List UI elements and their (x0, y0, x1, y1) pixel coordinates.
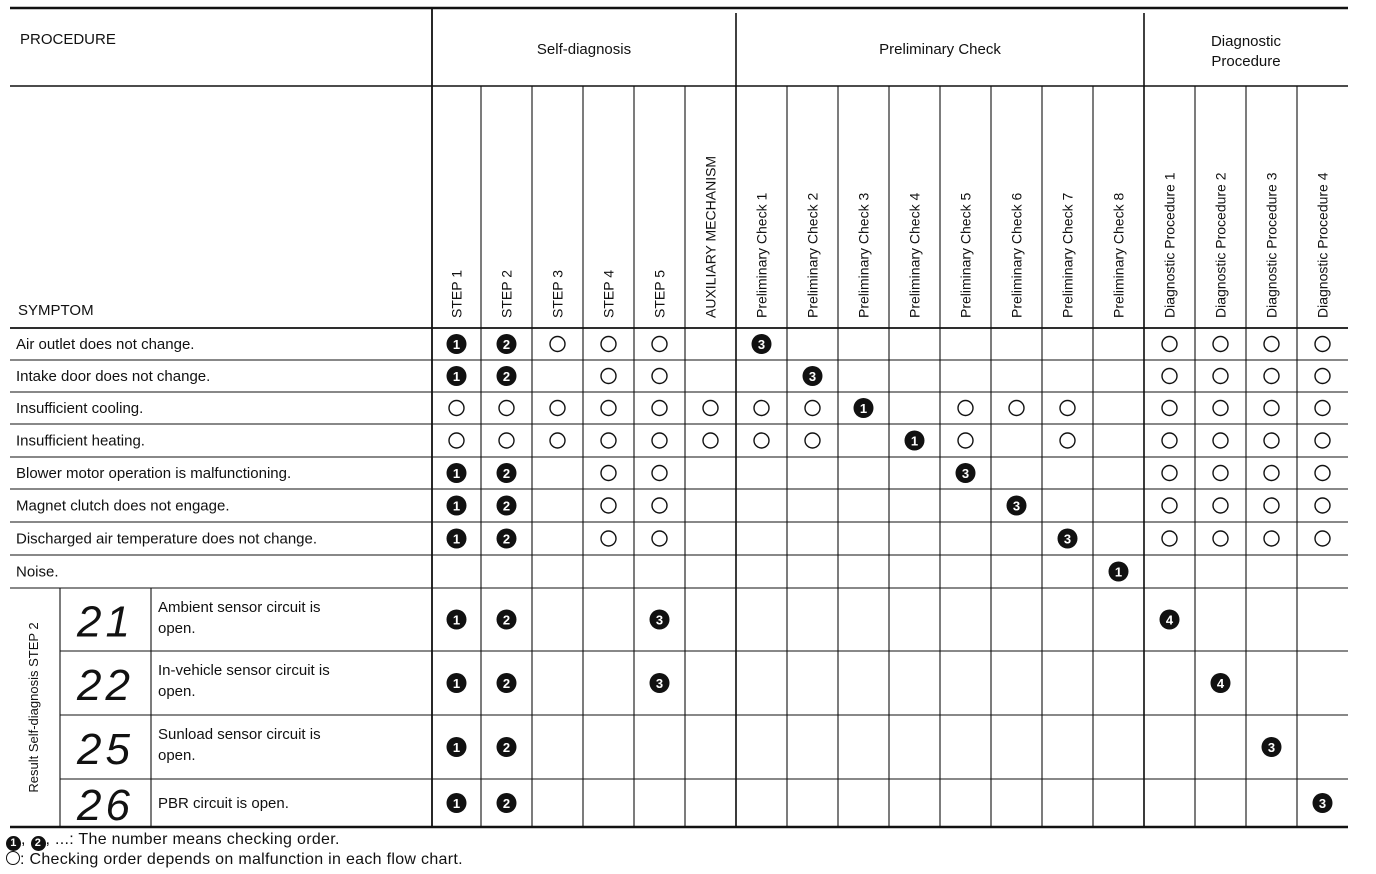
error-code-display: 26 (77, 781, 134, 830)
order-number: 3 (961, 466, 970, 481)
open-circle-mark (703, 401, 718, 416)
open-circle-mark (449, 433, 464, 448)
legend-text-1: , ...: The number means checking order. (45, 831, 340, 848)
code-description: PBR circuit is open. (158, 795, 289, 812)
column-header: STEP 5 (651, 270, 668, 318)
open-circle-mark (754, 401, 769, 416)
column-header: STEP 1 (448, 270, 465, 318)
open-circle-mark (550, 337, 565, 352)
column-header: Diagnostic Procedure 4 (1314, 172, 1331, 318)
open-circle-mark (1315, 369, 1330, 384)
symptom-label: Insufficient heating. (16, 432, 145, 450)
open-circle-mark (1162, 369, 1177, 384)
order-number: 1 (452, 740, 461, 755)
code-description: open. (158, 683, 196, 700)
order-number: 1 (859, 401, 868, 416)
open-circle-mark (958, 433, 973, 448)
order-number: 1 (452, 369, 461, 384)
symptom-label: Discharged air temperature does not change. (16, 530, 318, 548)
open-circle-mark (1213, 433, 1228, 448)
group-self-diagnosis: Self-diagnosis (536, 41, 632, 58)
order-number: 1 (910, 433, 919, 449)
order-number: 2 (502, 369, 511, 384)
open-circle-mark (1315, 433, 1330, 448)
open-circle-mark (1009, 401, 1024, 416)
open-circle-mark (703, 433, 718, 448)
group-preliminary-check: Preliminary Check (879, 41, 1001, 58)
symptom-label: Blower motor operation is malfunctioning. (16, 465, 292, 482)
open-circle-mark (652, 369, 667, 384)
column-header: Preliminary Check 4 (906, 192, 923, 318)
order-number: 3 (655, 676, 664, 691)
order-number: 1 (1114, 564, 1123, 580)
open-circle-mark (652, 433, 667, 448)
column-header: Preliminary Check 5 (957, 192, 974, 318)
order-number: 1 (452, 466, 461, 481)
legend-text-2: : Checking order depends on malfunction in each flow chart. (20, 851, 463, 868)
order-number: 2 (502, 337, 511, 352)
open-circle-mark (601, 369, 616, 384)
order-number: 3 (808, 369, 817, 384)
code-description: Sunload sensor circuit is (158, 726, 321, 743)
open-circle-mark (601, 466, 616, 481)
order-number: 3 (1267, 740, 1276, 755)
column-header: STEP 4 (600, 270, 617, 318)
order-number: 1 (452, 796, 461, 811)
order-number: 2 (502, 612, 511, 628)
error-code-display: 22 (77, 661, 134, 710)
open-circle-mark (1060, 433, 1075, 448)
open-circle-mark (601, 337, 616, 352)
open-circle-mark (1315, 401, 1330, 416)
code-description: Ambient sensor circuit is (158, 599, 321, 616)
open-circle-mark (1213, 401, 1228, 416)
open-circle-mark (1213, 531, 1228, 546)
open-circle-mark (449, 401, 464, 416)
column-header: Preliminary Check 1 (753, 192, 770, 318)
order-number: 3 (757, 337, 766, 352)
open-circle-mark (652, 466, 667, 481)
open-circle-mark (1162, 433, 1177, 448)
order-1-icon: 1 (6, 836, 21, 851)
symptom-label: Intake door does not change. (16, 368, 211, 385)
open-circle-mark (1060, 401, 1075, 416)
open-circle-mark (550, 433, 565, 448)
open-circle-mark (1315, 337, 1330, 352)
open-circle-mark (1264, 498, 1279, 513)
open-circle-mark (601, 401, 616, 416)
open-circle-mark (601, 498, 616, 513)
order-number: 1 (452, 531, 461, 547)
error-code-display: 25 (77, 725, 134, 774)
order-number: 1 (452, 612, 461, 628)
open-circle-mark (601, 531, 616, 546)
result-group-label: Result Self-diagnosis STEP 2 (26, 622, 41, 793)
order-number: 2 (502, 796, 511, 811)
open-circle-mark (499, 433, 514, 448)
open-circle-mark (1162, 498, 1177, 513)
order-number: 1 (452, 676, 461, 691)
order-number: 1 (452, 337, 461, 352)
open-circle-mark (1264, 466, 1279, 481)
open-circle-mark (499, 401, 514, 416)
order-number: 2 (502, 531, 511, 547)
code-description: open. (158, 747, 196, 764)
group-diagnostic-line-2: Procedure (1211, 53, 1281, 70)
symptom-label: Insufficient cooling. (16, 400, 144, 417)
order-number: 4 (1165, 612, 1174, 628)
open-circle-mark (1213, 498, 1228, 513)
order-number: 3 (1318, 796, 1327, 811)
open-circle-mark (1264, 401, 1279, 416)
open-circle-mark (550, 401, 565, 416)
column-header: Preliminary Check 2 (804, 192, 821, 318)
open-circle-icon (6, 851, 20, 865)
error-code-display: 21 (77, 597, 134, 647)
code-description: open. (158, 620, 196, 637)
open-circle-mark (652, 498, 667, 513)
symptom-header: SYMPTOM (18, 302, 94, 319)
open-circle-mark (1264, 369, 1279, 384)
order-number: 2 (502, 676, 511, 691)
open-circle-mark (805, 401, 820, 416)
column-header: Preliminary Check 3 (855, 192, 872, 318)
code-description: In-vehicle sensor circuit is (158, 662, 330, 679)
open-circle-mark (652, 401, 667, 416)
open-circle-mark (1213, 369, 1228, 384)
open-circle-mark (1264, 531, 1279, 546)
column-header: Diagnostic Procedure 2 (1212, 172, 1229, 318)
order-number: 4 (1216, 676, 1225, 691)
symptom-label: Air outlet does not change. (16, 336, 195, 353)
order-number: 2 (502, 498, 511, 514)
open-circle-mark (1315, 531, 1330, 546)
open-circle-mark (1213, 466, 1228, 481)
open-circle-mark (1264, 433, 1279, 448)
order-number: 3 (1012, 498, 1021, 514)
order-number: 2 (502, 740, 511, 755)
open-circle-mark (1162, 531, 1177, 546)
open-circle-mark (1264, 337, 1279, 352)
order-number: 2 (502, 466, 511, 481)
open-circle-mark (1213, 337, 1228, 352)
legend-line-1: 1 , 2 , ...: The number means checking order. (6, 830, 340, 851)
column-header: Diagnostic Procedure 3 (1263, 172, 1280, 318)
procedure-header: PROCEDURE (20, 31, 116, 48)
open-circle-mark (1315, 466, 1330, 481)
symptom-label: Magnet clutch does not engage. (16, 497, 230, 515)
order-2-icon: 2 (31, 836, 46, 851)
open-circle-mark (1162, 466, 1177, 481)
column-header: Diagnostic Procedure 1 (1161, 172, 1178, 318)
symptom-label: Noise. (16, 563, 59, 581)
legend-line-2 (6, 850, 463, 869)
group-diagnostic-line-1: Diagnostic (1210, 33, 1282, 50)
open-circle-mark (652, 531, 667, 546)
column-header: STEP 2 (498, 270, 515, 318)
open-circle-mark (601, 433, 616, 448)
column-header: AUXILIARY MECHANISM (702, 155, 719, 318)
open-circle-mark (1162, 337, 1177, 352)
open-circle-mark (652, 337, 667, 352)
column-header: Preliminary Check 6 (1008, 192, 1025, 318)
open-circle-mark (805, 433, 820, 448)
order-number: 3 (655, 612, 664, 628)
column-header: STEP 3 (549, 270, 566, 318)
order-number: 1 (452, 498, 461, 514)
column-header: Preliminary Check 7 (1059, 192, 1076, 318)
column-header: Preliminary Check 8 (1110, 192, 1127, 318)
order-number: 3 (1063, 531, 1072, 547)
open-circle-mark (958, 401, 973, 416)
open-circle-mark (1315, 498, 1330, 513)
open-circle-mark (1162, 401, 1177, 416)
open-circle-mark (754, 433, 769, 448)
